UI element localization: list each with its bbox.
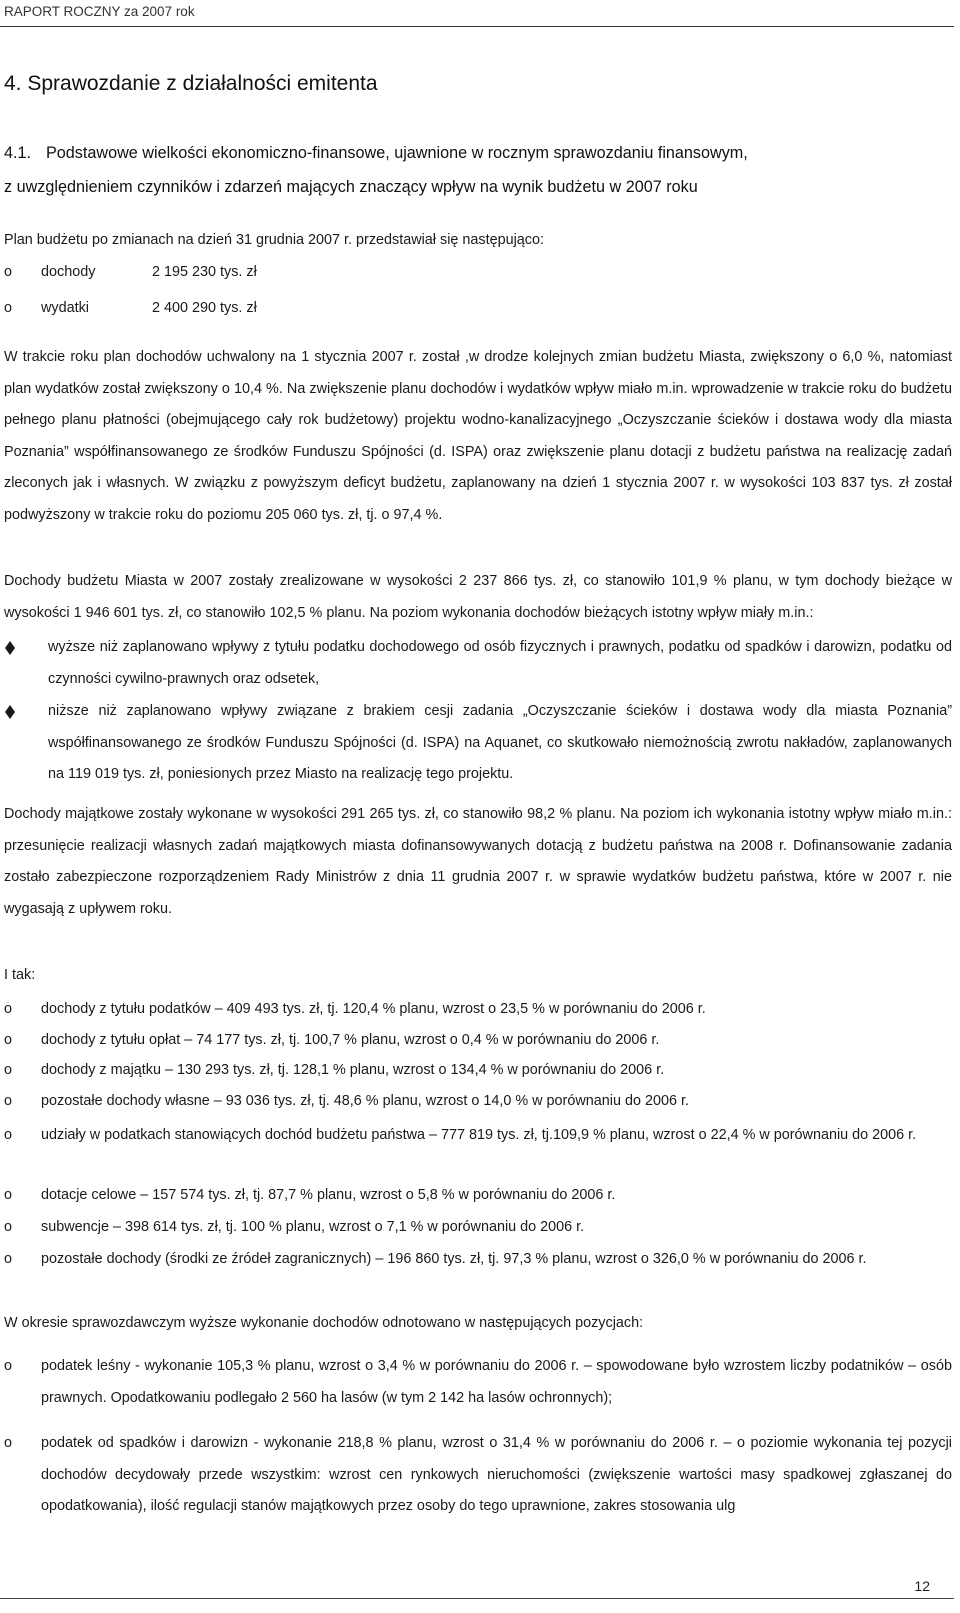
list-marker: o [4,1062,13,1078]
list-marker: o [4,1251,13,1267]
list-item [4,994,952,1026]
paragraph-plan-changes: W trakcie roku plan dochodów uchwalony na 1 stycznia 2007 r. został ,w drodze kolejnych zmian budżetu Miasta, zwiększony o 6,0 %, natomiast plan wydatków został zwiększony o 10,4 %. Na zwiększenie planu dochodów i wydatków wpływ miało m.in. wprowadzenie w trakcie roku do budżetu pełnego planu płatności (obejmującego cały rok budżetowy) projektu wodno-kanalizacyjnego „Oczyszczanie ścieków i dostawa wody dla miasta Poznania” współfinansowanego ze środków Funduszu Spójności (d. ISPA) oraz zwiększenie planu dotacji z budżetu państwa na realizację zadań zleconych jak i własnych. W związku z powyższym deficyt budżetu, zaplanowany na dzień 1 stycznia 2007 r. w wysokości 103 837 tys. zł został podwyższony w trakcie roku do poziomu 205 060 tys. zł, tj. o 97,4 %. [4,349,952,523]
plan-intro: Plan budżetu po zmianach na dzień 31 grudnia 2007 r. przedstawiał się następująco: [4,232,545,248]
list-item [4,1055,952,1087]
list-item [4,632,952,695]
list-marker: o [4,1032,13,1048]
section-title: 4. Sprawozdanie z działalności emitenta [4,72,378,95]
diamond-bullet-icon [4,641,16,655]
plan-item-expenses [4,293,952,325]
list-marker: o [4,1001,13,1017]
list-marker: o [4,300,13,316]
plan-item-label: dochody [41,264,96,280]
list-item-text: dochody z tytułu opłat – 74 177 tys. zł, tj. 100,7 % planu, wzrost o 0,4 % w porównaniu do 2006 r. [41,1032,660,1048]
list-marker: o [4,1127,13,1143]
list-item [4,1244,952,1276]
list-marker: o [4,264,13,280]
list-item-text: pozostałe dochody (środki ze źródeł zagranicznych) – 196 860 tys. zł, tj. 97,3 % planu, wzrost o 326,0 % w porównaniu do 2006 r. [41,1251,867,1267]
plan-item-value: 2 400 290 tys. zł [152,300,257,316]
plan-item-label: wydatki [41,300,89,316]
list-item-text: pozostałe dochody własne – 93 036 tys. zł, tj. 48,6 % planu, wzrost o 14,0 % w porównaniu do 2006 r. [41,1093,689,1109]
list-item [4,1025,952,1057]
list-marker: o [4,1358,13,1374]
paragraph-higher-income: W okresie sprawozdawczym wyższe wykonanie dochodów odnotowano w następujących pozycjach: [4,1315,644,1331]
list-marker: o [4,1219,13,1235]
list-item [4,1351,952,1414]
list-item-text: dochody z tytułu podatków – 409 493 tys. zł, tj. 120,4 % planu, wzrost o 23,5 % w porównaniu do 2006 r. [41,1001,706,1017]
list-item-text: podatek leśny - wykonanie 105,3 % planu, wzrost o 3,4 % w porównaniu do 2006 r. – spowodowane było wzrostem liczby podatników – osób prawnych. Opodatkowaniu podlegało 2 560 ha lasów (w tym 2 142 ha lasów ochronnych); [41,1358,952,1406]
running-header: RAPORT ROCZNY za 2007 rok [4,4,195,19]
list-item-text: subwencje – 398 614 tys. zł, tj. 100 % planu, wzrost o 7,1 % w porównaniu do 2006 r. [41,1219,585,1235]
subsection-title-line2: z uwzględnieniem czynników i zdarzeń mających znaczący wpływ na wynik budżetu w 2007 roku [4,178,698,196]
list-item-text: niższe niż zaplanowano wpływy związane z brakiem cesji zadania „Oczyszczanie ścieków i dostawa wody dla miasta Poznania” współfinansowanego ze środków Funduszu Spójności (d. ISPA) na Aquanet, co skutkowało niemożnością zwrotu nakładów, zaplanowanych na 119 019 tys. zł, poniesionych przez Miasto na realizację tego projektu. [48,703,952,783]
subsection-title [4,136,952,204]
plan-item-income [4,257,952,289]
plan-item-value: 2 195 230 tys. zł [152,264,257,280]
list-item [4,696,952,791]
list-item [4,1120,952,1152]
list-marker: o [4,1435,13,1451]
subsection-number: 4.1. [4,144,32,162]
itak-label: I tak: [4,967,36,983]
list-item [4,1086,952,1118]
footer-divider [0,1598,954,1599]
list-item-text: dochody z majątku – 130 293 tys. zł, tj. 128,1 % planu, wzrost o 134,4 % w porównaniu do 2006 r. [41,1062,665,1078]
list-item [4,1180,952,1212]
header-divider [0,26,954,27]
list-item-text: udziały w podatkach stanowiących dochód budżetu państwa – 777 819 tys. zł, tj.109,9 % planu, wzrost o 22,4 % w porównaniu do 2006 r. [41,1127,917,1143]
page-number: 12 [914,1578,930,1594]
list-marker: o [4,1187,13,1203]
list-marker: o [4,1093,13,1109]
list-item-text: podatek od spadków i darowizn - wykonanie 218,8 % planu, wzrost o 31,4 % w porównaniu do 2006 r. – o poziomie wykonania tej pozycji dochodów decydowały przede wszystkim: wzrost cen rynkowych nieruchomości (zwiększenie wartości masy spadkowej zgłaszanej do opodatkowania), ilość regulacji stanów majątkowych przez osoby do tego uprawnione, zakres stosowania ulg [41,1435,952,1515]
list-item [4,1212,952,1244]
paragraph-income: Dochody budżetu Miasta w 2007 zostały zrealizowane w wysokości 2 237 866 tys. zł, co stanowiło 101,9 % planu, w tym dochody bieżące w wysokości 1 946 601 tys. zł, co stanowiło 102,5 % planu. Na poziom wykonania dochodów bieżących istotny wpływ miały m.in.: [4,573,952,621]
list-item-text: dotacje celowe – 157 574 tys. zł, tj. 87,7 % planu, wzrost o 5,8 % w porównaniu do 2006 r. [41,1187,616,1203]
list-item-text: wyższe niż zaplanowano wpływy z tytułu podatku dochodowego od osób fizycznych i prawnych, podatku od spadków i darowizn, podatku od czynności cywilno-prawnych oraz odsetek, [48,639,952,687]
paragraph-property-income: Dochody majątkowe zostały wykonane w wysokości 291 265 tys. zł, co stanowiło 98,2 % planu. Na poziom ich wykonania istotny wpływ miało m.in.: przesunięcie realizacji własnych zadań majątkowych miasta dofinansowywanych dotacją z budżetu państwa na 2008 r. Dofinansowanie zadania zostało zabezpieczone rozporządzeniem Rady Ministrów z dnia 11 grudnia 2007 r. w sprawie wydatków budżetu państwa, które w 2007 r. nie wygasają z upływem roku. [4,806,952,917]
list-item [4,1428,952,1523]
subsection-title-line1: Podstawowe wielkości ekonomiczno-finansowe, ujawnione w rocznym sprawozdaniu finansowym, [46,144,748,162]
diamond-bullet-icon [4,705,16,719]
